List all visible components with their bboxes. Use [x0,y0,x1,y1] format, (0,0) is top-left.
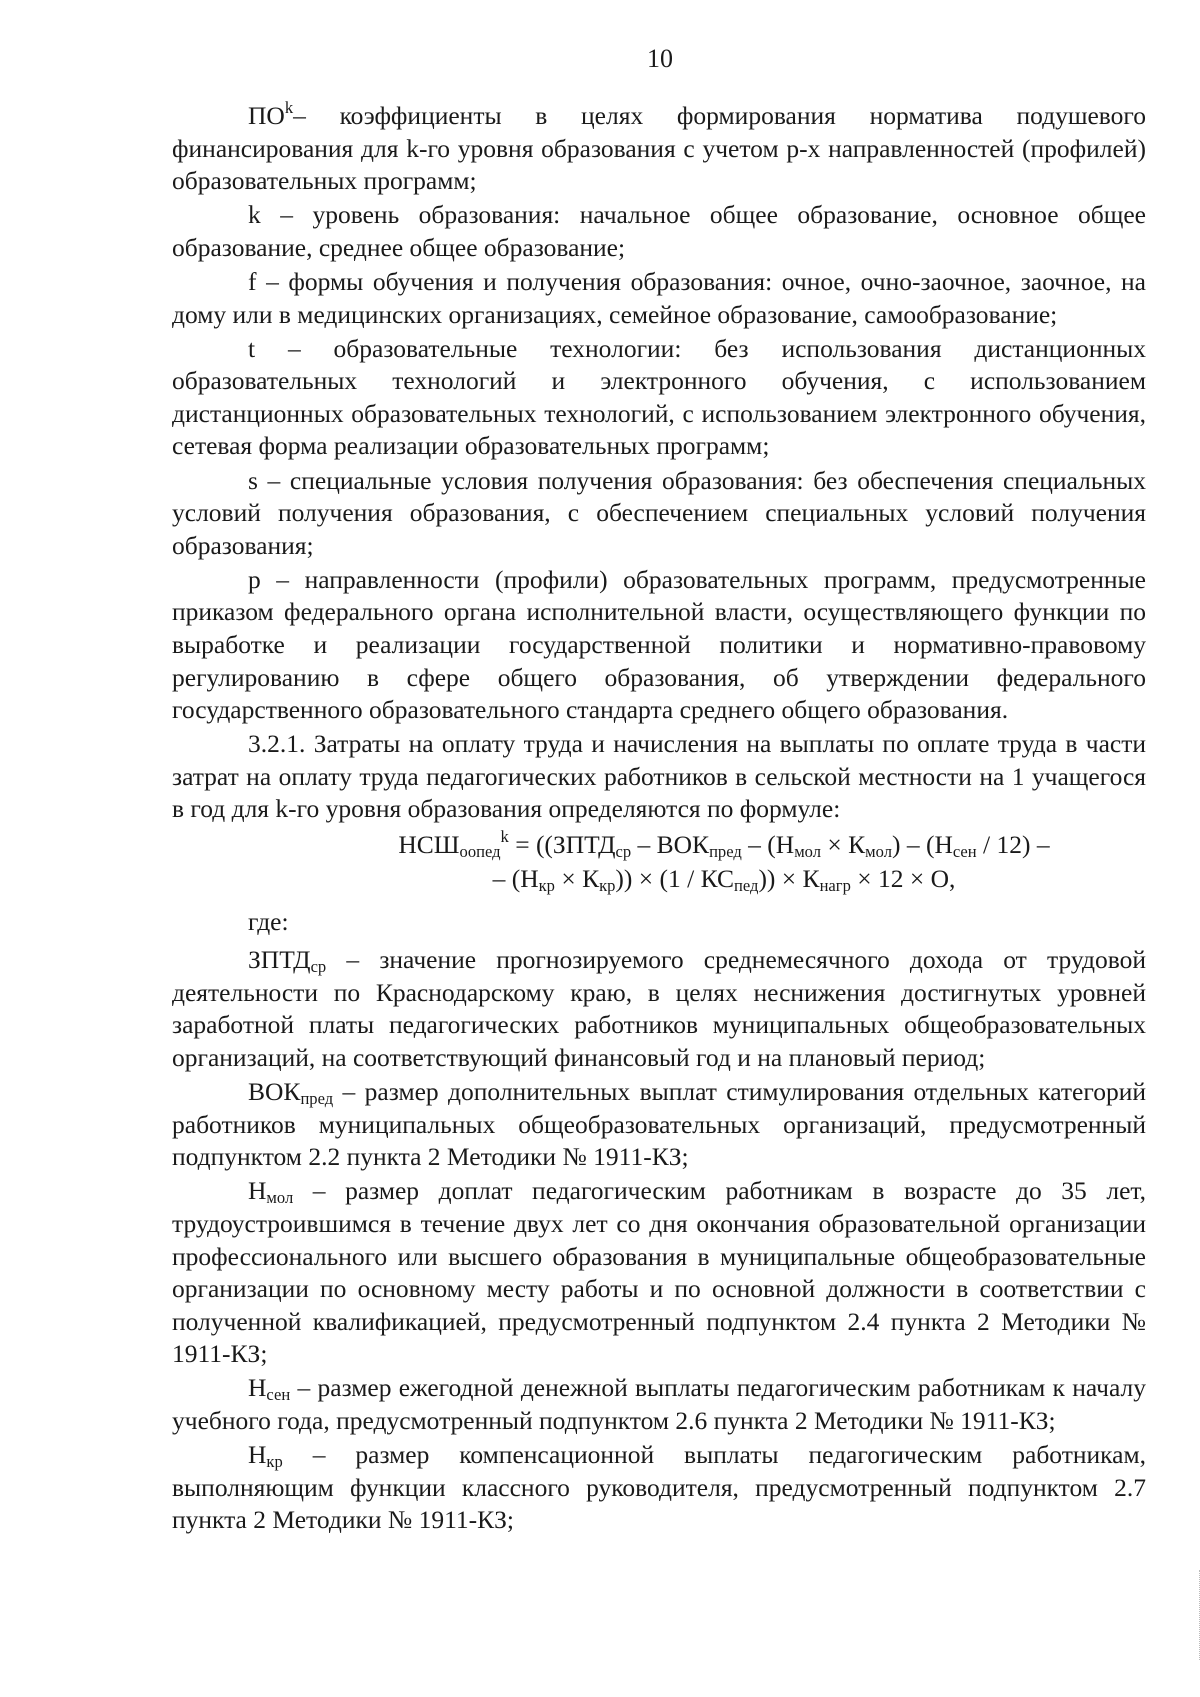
term-vok: $ВОК_{пред}$ [248,1077,334,1109]
definition-f: f – формы обучения и получения образования: очное, очно-заочное, заочное, на дому или в медицинских организациях, семейное образование, самообразование; [172,266,1146,329]
term-s: s [248,465,258,495]
term-t: t [248,333,256,363]
formula-line-2: – $(Н_{кр} \times К_{кр})) \times (1 / КС_{пед})) \times К_{нагр} \times 12 \times О$, [492,863,956,895]
term-n-kr: $Н_{кр}$ [248,1440,283,1472]
term-n-sen: $Н_{сен}$ [248,1373,291,1405]
definition-po: $ПО^k-$ коэффициенты в целях формирования норматива подушевого финансирования для k-го уровня образования с учетом p-х направленностей (профилей) образовательных программ; [172,98,1146,196]
document-body [172,100,1146,1538]
term-p: p [248,564,261,594]
formula [172,828,1146,896]
page-number: 10 [647,44,673,73]
term-k: k [248,200,261,230]
formula-line-1: $НСШ_{оопед}^k$ = (($ЗПТД_{ср} - ВОК_{пред} - (Н_{мол} \times К_{мол}) - (Н_{сен} / 12)$ – [398,826,1050,861]
definition-vok: $ВОК_{пред}$ – размер дополнительных выплат стимулирования отдельных категорий работников муниципальных общеобразовательных организаций, предусмотренный подпунктом 2.2 пункта 2 Методики № 1911-КЗ; [172,1077,1146,1172]
definition-k: k – уровень образования: начальное общее образование, основное общее образование, среднее общее образование; [172,200,1146,262]
section-3-2-1: 3.2.1. Затраты на оплату труда и начисления на выплаты по оплате труда в части затрат на оплату труда педагогических работников в сельской местности на 1 учащегося в год для k-го уровня образования определяются по формуле: [172,729,1146,824]
term-f: f [248,266,257,296]
term-n-mol: $Н_{мол}$ [248,1176,294,1208]
definition-n-kr: $Н_{кр}$ – размер компенсационной выплаты педагогическим работникам, выполняющим функции классного руководителя, предусмотренный подпунктом 2.7 пункта 2 Методики № 1911-КЗ; [172,1440,1146,1535]
definition-n-mol: $Н_{мол}$ – размер доплат педагогическим работникам в возрасте до 35 лет, трудоустроившимся в течение двух лет со дня окончания образовательной организации профессионального или высшего образования в муниципальные общеобразовательные организации по основному месту работы и по основной должности в соответствии с полученной квалификацией, предусмотренный подпунктом 2.4 пункта 2 Методики № 1911-КЗ; [172,1176,1146,1369]
where-label: где: [248,906,289,936]
definition-s: s – специальные условия получения образования: без обеспечения специальных условий получения образования, с обеспечением специальных условий получения образования; [172,465,1146,560]
definition-zptd: $ЗПТД_{ср}$ – значение прогнозируемого среднемесячного дохода от трудовой деятельности по Краснодарскому краю, в целях неснижения достигнутых уровней заработной платы педагогических работников муниципальных общеобразовательных организаций, на соответствующий финансовый год и на плановый период; [172,945,1146,1072]
term-zptd: $ЗПТД_{ср}$ [248,945,327,977]
scan-edge-mark [1196,1570,1200,1660]
definition-n-sen: $Н_{сен}$ – размер ежегодной денежной выплаты педагогическим работникам к началу учебного года, предусмотренный подпунктом 2.6 пункта 2 Методики № 1911-КЗ; [172,1373,1146,1435]
definition-t: t – образовательные технологии: без использования дистанционных образовательных технологий и электронного обучения, с использованием дистанционных образовательных технологий, с использованием электронного обучения, сетевая форма реализации образовательных программ; [172,333,1146,461]
definition-p: p – направленности (профили) образовательных программ, предусмотренные приказом федерального органа исполнительной власти, осуществляющего функции по выработке и реализации государственной политики и нормативно-правовому регулированию в сфере общего образования, об утверждении федерального государственного образовательного стандарта среднего общего образования. [172,564,1146,725]
term-po: $ПО^k$ [248,98,294,130]
